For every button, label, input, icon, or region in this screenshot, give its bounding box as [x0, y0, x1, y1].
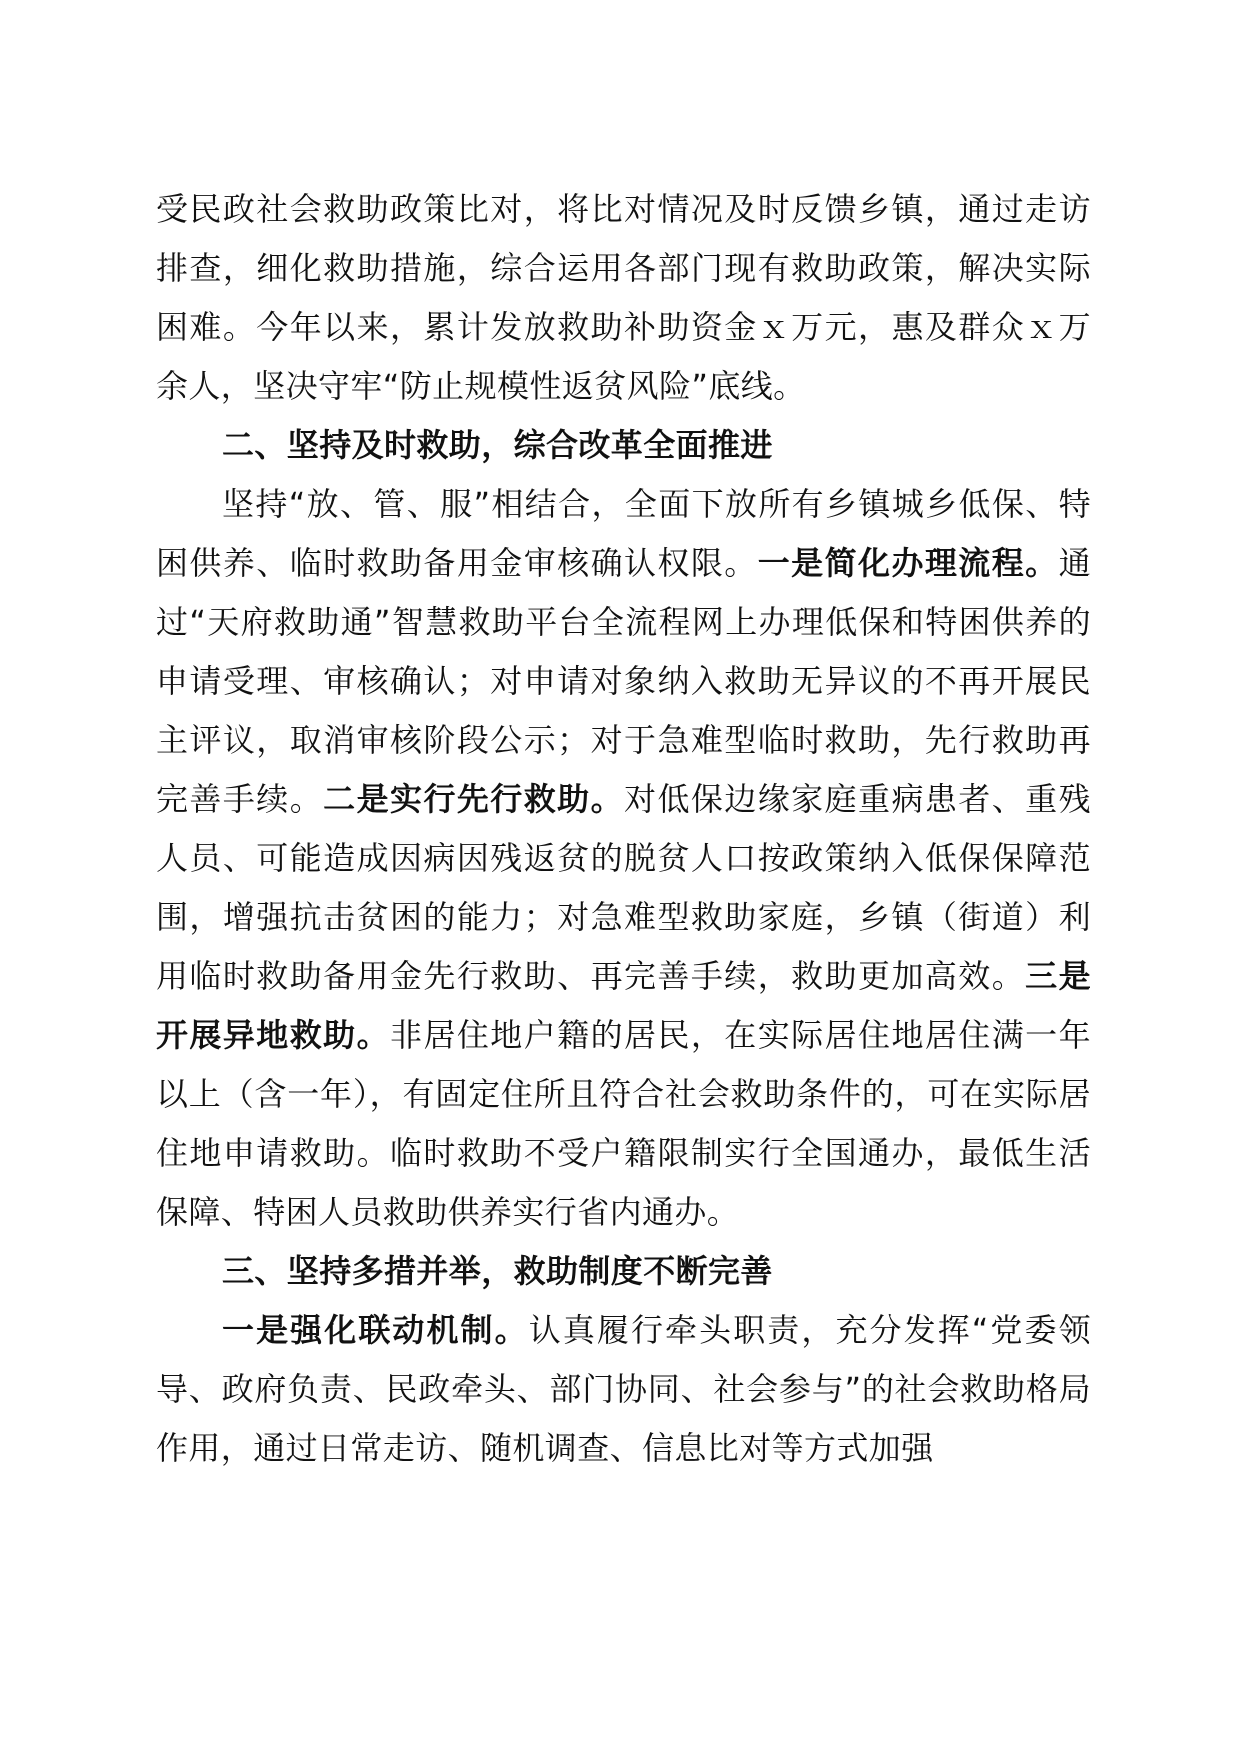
paragraph-intro: 坚持“放、管、服”相结合，全面下放所有乡镇城乡低保、特困供养、临时救助备用金审核确认权限。	[156, 485, 1091, 582]
point-text-remote-aid: 非居住地户籍的居民，在实际居住地居住满一年以上（含一年），有固定住所且符合社会救助条件的，可在实际居住地申请救助。临时救助不受户籍限制实行全国通办，最低生活保障、特困人员救助供养实行省内通办。	[156, 1016, 1091, 1231]
point-title-linkage: 一是强化联动机制。	[222, 1311, 529, 1349]
point-text-linkage: 认真履行牵头职责，充分发挥“党委领导、政府负责、民政牵头、部门协同、社会参与”的社会救助格局作用，通过日常走访、随机调查、信息比对等方式加强	[156, 1311, 1091, 1467]
point-title-advance-aid: 二是实行先行救助。	[323, 780, 625, 818]
paragraph-text: 受民政社会救助政策比对，将比对情况及时反馈乡镇，通过走访排查，细化救助措施，综合运用各部门现有救助政策，解决实际困难。今年以来，累计发放救助补助资金ｘ万元，惠及群众ｘ万余人，坚决守牢“防止规模性返贫风险”底线。	[156, 190, 1091, 405]
point-text-simplify: 通过“天府救助通”智慧救助平台全流程网上办理低保和特困供养的申请受理、审核确认；对申请对象纳入救助无异议的不再开展民主评议，取消审核阶段公示；对于急难型临时救助，先行救助再完善手续。	[156, 544, 1092, 818]
document-body	[156, 180, 1091, 1478]
paragraph-reform	[156, 475, 1091, 1242]
point-text-advance-aid: 对低保边缘家庭重病患者、重残人员、可能造成因病因残返贫的脱贫人口按政策纳入低保保障范围，增强抗击贫困的能力；对急难型救助家庭，乡镇（街道）利用临时救助备用金先行救助、再完善手续，救助更加高效。	[156, 780, 1091, 995]
point-title-simplify: 一是简化办理流程。	[757, 544, 1059, 582]
section-heading-text: 三、坚持多措并举，救助制度不断完善	[222, 1252, 773, 1290]
paragraph-linkage	[156, 1301, 1091, 1478]
point-title-remote-aid: 三是开展异地救助。	[156, 957, 1091, 1054]
section-heading-3	[156, 1242, 1091, 1301]
section-heading-text: 二、坚持及时救助，综合改革全面推进	[222, 426, 773, 464]
section-heading-2	[156, 416, 1091, 475]
paragraph-continued	[156, 180, 1091, 416]
